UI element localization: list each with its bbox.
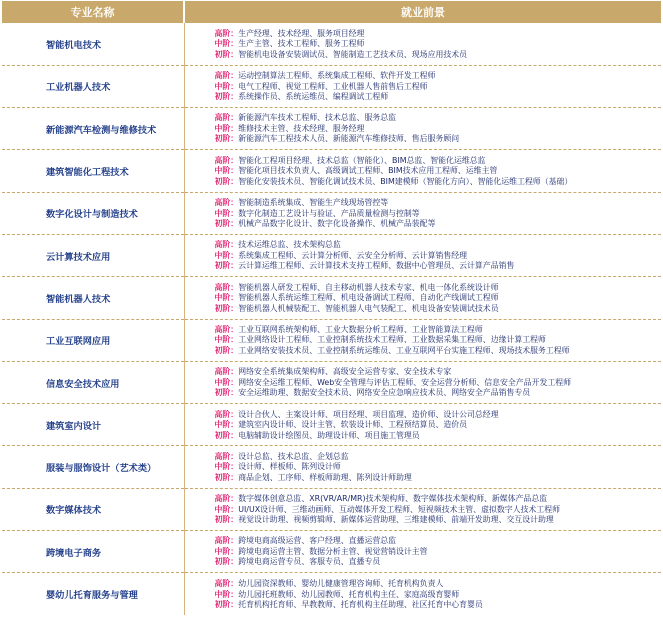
job-titles: 工业网络设计工程师、工业控制系统技术工程师、工业数据采集工程师、边缘计算工程师	[238, 335, 546, 345]
level-label-mid: 中阶：	[214, 504, 239, 514]
job-titles: 工业网络安装技术员、工业控制系统运维员、工业互联网平台实施工程师、现场技术服务工程师	[238, 345, 570, 355]
job-line-entry	[215, 261, 662, 272]
job-line-mid	[215, 335, 662, 346]
job-titles: 新能源汽车技术工程师、技术总监、服务总监	[238, 113, 397, 123]
job-line-mid	[215, 82, 662, 93]
jobs-cell	[184, 446, 661, 488]
level-label-entry: 初阶：	[214, 219, 239, 229]
job-line-entry	[215, 304, 662, 315]
table-row	[2, 404, 661, 446]
job-line-mid	[215, 293, 662, 304]
job-line-high	[215, 240, 662, 251]
jobs-cell	[184, 404, 661, 446]
level-label-mid: 中阶：	[214, 250, 239, 260]
major-name: 信息安全技术应用	[46, 378, 120, 390]
job-titles: 智能化工程项目经理、技术总监（智能化）、BIM总监、智能化运维总监	[238, 155, 486, 165]
level-label-mid: 中阶：	[214, 462, 239, 472]
job-line-entry	[215, 388, 662, 399]
major-cell	[2, 488, 184, 530]
major-name: 数字化设计与制造技术	[46, 209, 138, 221]
jobs-cell	[184, 361, 661, 403]
major-name: 智能机电技术	[46, 39, 102, 51]
job-titles: 智能机器人系统运维工程师、机电设备调试工程师、自动化产线调试工程师	[238, 293, 499, 303]
level-label-entry: 初阶：	[214, 176, 239, 186]
table-row	[2, 488, 661, 530]
major-name: 服装与服饰设计（艺术类）	[46, 463, 157, 475]
job-line-entry	[215, 50, 662, 61]
job-titles: 新能源汽车工程技术人员、新能源汽车维修技师、售后服务顾问	[238, 134, 460, 144]
table-row	[2, 150, 661, 192]
jobs-cell	[184, 150, 661, 192]
job-titles: 跨境电商运营主管、数据分析主管、视觉营销设计主管	[238, 546, 428, 556]
job-line-mid	[215, 209, 662, 220]
major-name: 建筑智能化工程技术	[46, 167, 129, 179]
level-label-entry: 初阶：	[214, 49, 239, 59]
job-line-mid	[215, 505, 662, 516]
level-label-high: 高阶：	[214, 494, 239, 504]
level-label-entry: 初阶：	[214, 388, 239, 398]
job-titles: 系统集成工程师、云计算分析师、云安全分析师、云计算销售经理	[238, 250, 468, 260]
job-line-high	[215, 156, 662, 167]
job-line-high	[215, 325, 662, 336]
job-line-entry	[215, 92, 662, 103]
jobs-cell	[184, 192, 661, 234]
jobs-cell	[184, 277, 661, 319]
job-line-high	[215, 29, 662, 40]
job-titles: 机械产品数字化设计、数字化设备操作、机械产品装配等	[238, 219, 436, 229]
level-label-high: 高阶：	[214, 324, 239, 334]
job-line-high	[215, 410, 662, 421]
job-titles: 维修技术主管、技术经理、服务经理	[238, 123, 365, 133]
level-label-mid: 中阶：	[214, 166, 239, 176]
level-label-high: 高阶：	[214, 367, 239, 377]
major-name: 新能源汽车检测与维修技术	[46, 124, 157, 136]
job-line-mid	[215, 378, 662, 389]
level-label-entry: 初阶：	[214, 600, 239, 609]
major-cell	[2, 277, 184, 319]
level-label-high: 高阶：	[214, 536, 239, 546]
major-name: 建筑室内设计	[46, 420, 102, 432]
level-label-entry: 初阶：	[214, 515, 239, 525]
job-line-entry	[215, 515, 662, 526]
job-line-entry	[215, 557, 662, 568]
jobs-cell	[184, 488, 661, 530]
job-line-high	[215, 283, 662, 294]
level-label-mid: 中阶：	[214, 293, 239, 303]
header-jobs: 就业前景	[184, 1, 661, 23]
job-line-mid	[215, 590, 662, 601]
job-line-entry	[215, 134, 662, 145]
major-cell	[2, 108, 184, 150]
job-line-high	[215, 71, 662, 82]
job-titles: 智能制造系统集成、智能生产线现场管控等	[238, 198, 389, 208]
level-label-entry: 初阶：	[214, 557, 239, 567]
job-line-high	[215, 113, 662, 124]
job-titles: 幼儿园托班教师、幼儿园教师、托育机构主任、家庭高级育婴师	[238, 589, 460, 599]
job-line-entry	[215, 219, 662, 230]
level-label-entry: 初阶：	[214, 134, 239, 144]
job-titles: 云计算运维工程师、云计算技术支持工程师、数据中心管理员、云计算产品销售	[238, 261, 515, 271]
level-label-high: 高阶：	[214, 240, 239, 250]
table-row	[2, 446, 661, 488]
level-label-high: 高阶：	[214, 579, 239, 588]
header-major: 专业名称	[2, 1, 184, 23]
level-label-mid: 中阶：	[214, 546, 239, 556]
job-titles: 视觉设计助理、视频剪辑师、新媒体运营助理、三维建模师、前端开发助理、交互设计助理	[238, 515, 554, 525]
job-titles: 系统操作员、系统运维员、编程调试工程师	[238, 92, 389, 102]
level-label-high: 高阶：	[214, 71, 239, 81]
major-cell	[2, 404, 184, 446]
level-label-entry: 初阶：	[214, 303, 239, 313]
table-body	[2, 23, 661, 615]
level-label-mid: 中阶：	[214, 420, 239, 430]
table-row	[2, 277, 661, 319]
level-label-high: 高阶：	[214, 451, 239, 461]
job-titles: UI/UX设计师、三维动画师、互动媒体开发工程师、短视频技术主管、虚拟数字人技术工程师	[238, 504, 560, 514]
table-row	[2, 23, 661, 65]
major-name: 婴幼儿托育服务与管理	[46, 590, 138, 602]
job-titles: 智能机电设备安装调试员、智能制造工艺技术员、现场应用技术员	[238, 49, 468, 59]
job-titles: 设计合伙人、主案设计师、项目经理、项目监理、造价师、设计公司总经理	[238, 409, 499, 419]
table-row	[2, 192, 661, 234]
jobs-cell	[184, 234, 661, 276]
jobs-cell	[184, 108, 661, 150]
level-label-mid: 中阶：	[214, 589, 239, 599]
job-line-high	[215, 452, 662, 463]
job-titles: 设计总监、技术总监、企划总监	[238, 451, 349, 461]
job-titles: 生产主管、技术工程师、服务工程师	[238, 39, 365, 49]
job-line-mid	[215, 166, 662, 177]
job-titles: 电气工程师、视觉工程师、工业机器人售前售后工程师	[238, 81, 428, 91]
job-titles: 智能机器人机械装配工、智能机器人电气装配工、机电设备安装调试技术员	[238, 303, 499, 313]
level-label-high: 高阶：	[214, 28, 239, 38]
job-titles: 安全运维助理、数据安全技术员、网络安全应急响应技术员、网络安全产品销售专员	[238, 388, 531, 398]
job-line-mid	[215, 547, 662, 558]
table-row	[2, 531, 661, 573]
job-line-entry	[215, 177, 662, 188]
job-titles: 智能化安装技术员、智能化调试技术员、BIM建模师（智能化方向）、智能化运维工程师（基础）	[238, 176, 573, 186]
table-row	[2, 361, 661, 403]
job-line-mid	[215, 39, 662, 50]
table-row	[2, 573, 661, 615]
jobs-cell	[184, 65, 661, 107]
level-label-mid: 中阶：	[214, 335, 239, 345]
major-name: 工业互联网应用	[46, 336, 111, 348]
level-label-entry: 初阶：	[214, 345, 239, 355]
job-titles: 生产经理、技术经理、服务项目经理	[238, 28, 365, 38]
job-line-high	[215, 494, 662, 505]
level-label-mid: 中阶：	[214, 123, 239, 133]
job-titles: 网络安全系统集成架构师、高级安全运营专家、安全技术专家	[238, 367, 452, 377]
job-line-mid	[215, 124, 662, 135]
employment-table-container	[2, 1, 661, 615]
table-header-row	[2, 1, 661, 23]
job-line-mid	[215, 251, 662, 262]
level-label-high: 高阶：	[214, 409, 239, 419]
job-titles: 建筑室内设计师、设计主管、软装设计师、工程预结算员、造价员	[238, 420, 468, 430]
jobs-cell	[184, 573, 661, 615]
major-cell	[2, 192, 184, 234]
table-row	[2, 108, 661, 150]
major-name: 智能机器人技术	[46, 293, 111, 305]
major-cell	[2, 150, 184, 192]
level-label-entry: 初阶：	[214, 261, 239, 271]
job-titles: 运动控制算法工程师、系统集成工程师、软件开发工程师	[238, 71, 436, 81]
job-titles: 跨境电商运营专员、客服专员、直播专员	[238, 557, 381, 567]
jobs-cell	[184, 319, 661, 361]
job-titles: 智能化项目技术负责人、高级调试工程师、BIM技术应用工程师、运维主管	[238, 166, 498, 176]
major-name: 数字媒体技术	[46, 505, 102, 517]
level-label-mid: 中阶：	[214, 81, 239, 91]
job-line-entry	[215, 346, 662, 357]
major-cell	[2, 319, 184, 361]
table-row	[2, 234, 661, 276]
job-titles: 跨境电商高级运营、客户经理、直播运营总监	[238, 536, 397, 546]
major-name: 云计算技术应用	[46, 251, 111, 263]
level-label-high: 高阶：	[214, 198, 239, 208]
employment-table	[2, 1, 661, 615]
job-line-mid	[215, 420, 662, 431]
job-titles: 商品企划、工序师、样板师助理、陈列设计师助理	[238, 472, 412, 482]
job-titles: 网络安全运维工程师、Web安全管理与评估工程师、安全运营分析师、信息安全产品开发工程师	[238, 377, 572, 387]
level-label-mid: 中阶：	[214, 39, 239, 49]
jobs-cell	[184, 531, 661, 573]
level-label-mid: 中阶：	[214, 208, 239, 218]
major-cell	[2, 573, 184, 615]
job-line-high	[215, 536, 662, 547]
level-label-high: 高阶：	[214, 113, 239, 123]
major-cell	[2, 65, 184, 107]
job-line-high	[215, 198, 662, 209]
table-row	[2, 65, 661, 107]
job-titles: 数字化制造工艺设计与验证、产品质量检测与控制等	[238, 208, 420, 218]
level-label-high: 高阶：	[214, 155, 239, 165]
level-label-mid: 中阶：	[214, 377, 239, 387]
level-label-entry: 初阶：	[214, 472, 239, 482]
job-line-entry	[215, 600, 662, 611]
table-row	[2, 319, 661, 361]
level-label-entry: 初阶：	[214, 92, 239, 102]
job-titles: 智能机器人研发工程师、自主移动机器人技术专家、机电一体化系统设计师	[238, 282, 499, 292]
jobs-cell	[184, 23, 661, 65]
job-titles: 幼儿园资深教师、婴幼儿健康管理咨询师、托育机构负责人	[238, 579, 444, 588]
job-line-entry	[215, 431, 662, 442]
job-line-high	[215, 367, 662, 378]
major-cell	[2, 531, 184, 573]
major-name: 跨境电子商务	[46, 547, 102, 559]
job-line-high	[215, 579, 662, 590]
major-cell	[2, 23, 184, 65]
level-label-entry: 初阶：	[214, 430, 239, 440]
job-line-mid	[215, 462, 662, 473]
job-titles: 数字媒体创意总监、XR(VR/AR/MR)技术架构师、数字媒体技术架构师、新媒体产品总监	[238, 494, 548, 504]
level-label-high: 高阶：	[214, 282, 239, 292]
major-cell	[2, 234, 184, 276]
job-titles: 托育机构托育师、早教教师、托育机构主任助理、社区托育中心育婴员	[238, 600, 483, 609]
job-titles: 技术运维总监、技术架构总监	[238, 240, 341, 250]
job-titles: 电脑辅助设计绘图员、助理设计师、项目施工管理员	[238, 430, 420, 440]
job-titles: 设计师、样板师、陈列设计师	[238, 462, 341, 472]
job-line-entry	[215, 473, 662, 484]
major-name: 工业机器人技术	[46, 82, 111, 94]
major-cell	[2, 446, 184, 488]
job-titles: 工业互联网系统架构师、工业大数据分析工程师、工业智能算法工程师	[238, 324, 483, 334]
major-cell	[2, 361, 184, 403]
